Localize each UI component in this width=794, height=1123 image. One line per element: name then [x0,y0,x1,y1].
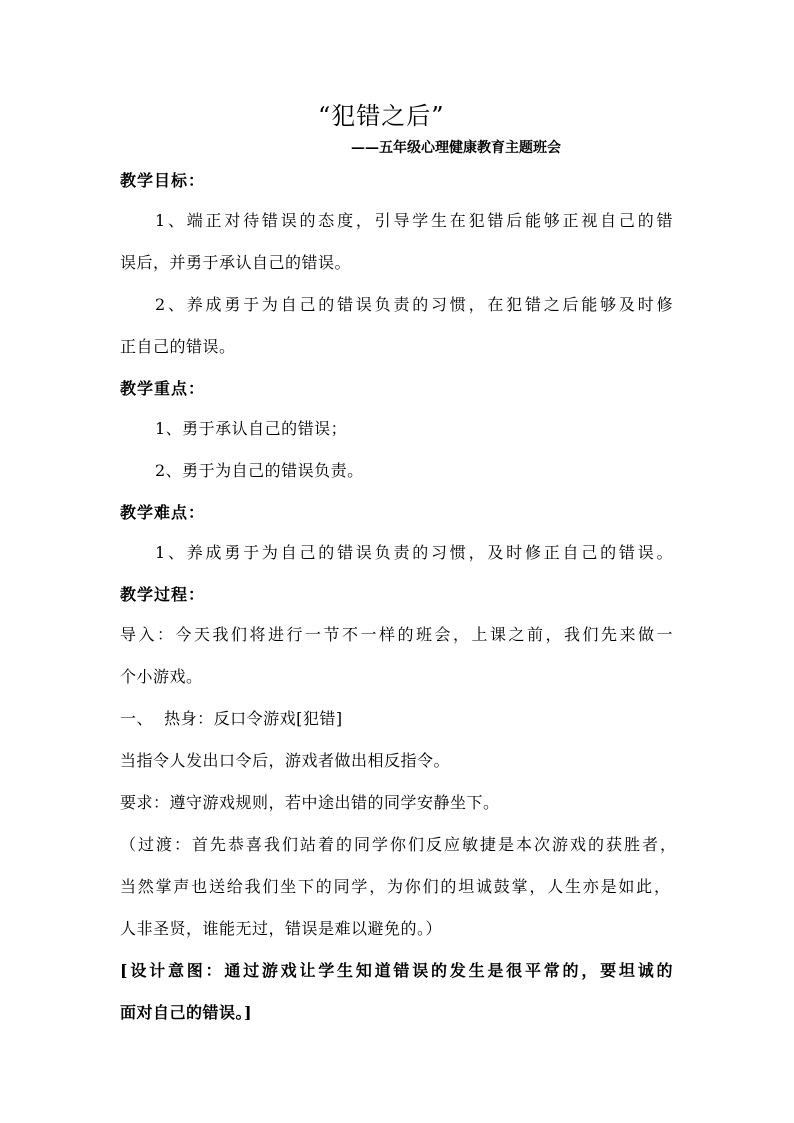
key-point-1: 1、勇于承认自己的错误； [155,419,348,438]
design-intent-line-1: [设计意图：通过游戏让学生知道错误的发生是很平常的，要坦诚的 [120,961,673,980]
key-point-2: 2、勇于为自己的错误负责。 [155,461,364,480]
objectives-heading: 教学目标： [120,171,206,190]
design-intent-line-2: 面对自己的错误。] [120,1003,253,1022]
objective-1-line-2: 误后，并勇于承认自己的错误。 [120,253,352,272]
intro-line-2: 个小游戏。 [120,667,203,686]
requirement-text: 要求：遵守游戏规则，若中途出错的同学安静坐下。 [120,793,500,812]
step-1-title: 一、 热身：反口令游戏[犯错] [120,709,343,728]
intro-line-1: 导入：今天我们将进行一节不一样的班会，上课之前，我们先来做一 [120,625,673,644]
objective-1-line-1: 1、端正对待错误的态度，引导学生在犯错后能够正视自己的错 [155,211,673,230]
objective-2-line-1: 2、养成勇于为自己的错误负责的习惯，在犯错之后能够及时修 [155,295,673,314]
step-1-description: 当指令人发出口令后，游戏者做出相反指令。 [120,751,451,770]
objective-2-line-2: 正自己的错误。 [120,337,236,356]
transition-line-2: 当然掌声也送给我们坐下的同学，为你们的坦诚鼓掌，人生亦是如此， [120,877,670,896]
document-subtitle: ——五年级心理健康教育主题班会 [351,140,561,156]
key-points-heading: 教学重点： [120,379,206,398]
process-heading: 教学过程： [120,585,206,604]
difficulties-heading: 教学难点： [120,503,206,522]
difficulty-1: 1、养成勇于为自己的错误负责的习惯，及时修正自己的错误。 [155,543,673,562]
transition-line-3: 人非圣贤，谁能无过，错误是难以避免的。） [120,919,443,938]
document-title: “犯错之后” [318,102,445,130]
transition-line-1: （过渡：首先恭喜我们站着的同学你们反应敏捷是本次游戏的获胜者， [120,835,676,854]
